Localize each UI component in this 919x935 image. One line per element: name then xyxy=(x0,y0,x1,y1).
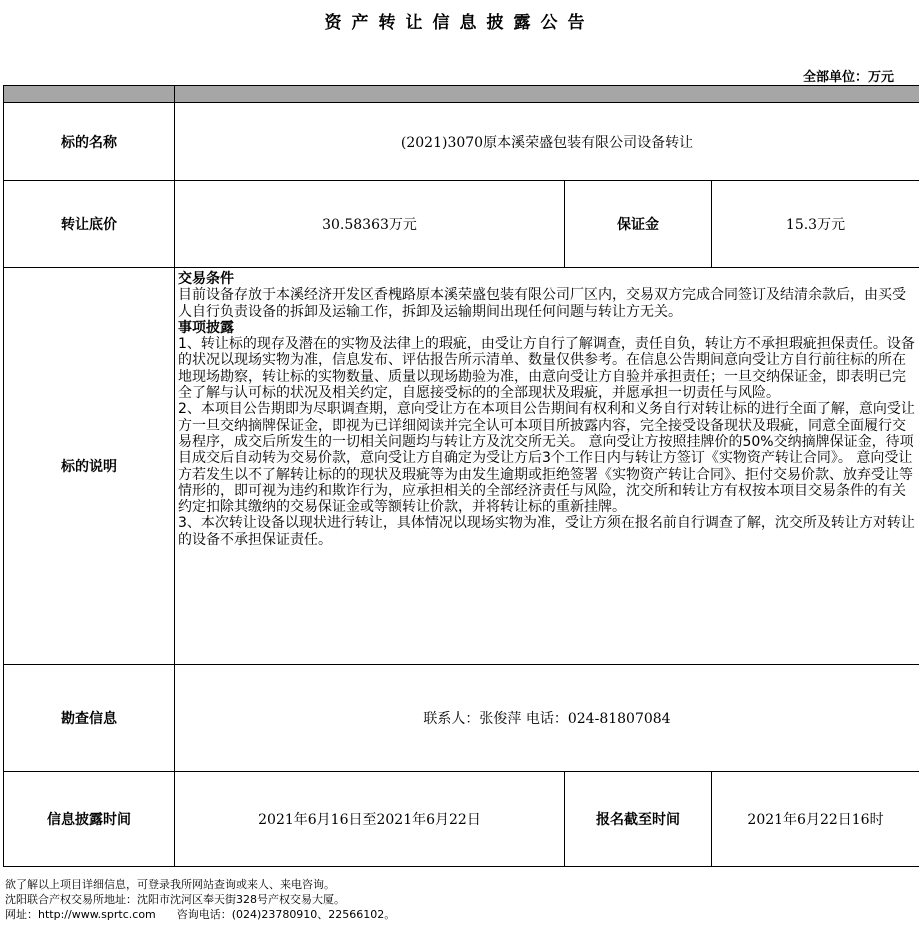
deposit-value: 15.3万元 xyxy=(712,181,919,268)
disclosure-table xyxy=(3,85,919,867)
deadline-value: 2021年6月22日16时 xyxy=(712,772,919,867)
unit-note: 全部单位：万元 xyxy=(802,70,894,85)
desc-heading-conditions: 交易条件 xyxy=(178,271,234,287)
row-asset-name xyxy=(4,103,919,181)
disclosure-time-label: 信息披露时间 xyxy=(4,772,175,867)
footer-line-contact: 网址：http://www.sprtc.com 咨询电话：(024)23780910、22566102。 xyxy=(5,908,396,921)
header-cell-left xyxy=(4,86,175,103)
survey-contact: 联系人：张俊萍 电话：024-81807084 xyxy=(175,665,919,772)
asset-name-label: 标的名称 xyxy=(4,103,175,181)
row-survey xyxy=(4,665,919,772)
price-label: 转让底价 xyxy=(4,181,175,268)
price-value: 30.58363万元 xyxy=(175,181,565,268)
disclosure-time-value: 2021年6月16日至2021年6月22日 xyxy=(175,772,565,867)
footer-line-inquiry: 欲了解以上项目详细信息，可登录我所网站查询或来人、来电咨询。 xyxy=(5,878,335,891)
page-title: 资产转让信息披露公告 xyxy=(324,13,595,33)
deposit-label: 保证金 xyxy=(565,181,712,268)
desc-paragraph: 2、本项目公告期即为尽职调查期，意向受让方在本项目公告期间有权利和义务自行对转让标的进行全面了解，意向受让方一旦交纳摘牌保证金，即视为已详细阅读并完全认可本项目所披露内容，完全接受设备现状及瑕疵，同意全面履行交易程序，成交后所发生的一切相关问题均与转让方及沈交所无关。 意向受让方按照挂牌价的50%交纳摘牌保证金，待项目成交后自动转为交易价款，意向受让方自确定为受让方后3个工作日内与转让方签订《实物资产转让合同》。 意向受让方若发生以不了解转让标的的现状及瑕疵等为由发生逾期或拒绝签署《实物资产转让合同》、拒付交易价款、放弃受让等情形的，即可视为违约和欺诈行为，应承担相关的全部经济责任与风险，沈交所和转让方有权按本项目交易条件的有关约定扣除其缴纳的交易保证金或等额转让价款，并将转让标的重新挂牌。 xyxy=(178,401,915,516)
asset-name-value: (2021)3070原本溪荣盛包装有限公司设备转让 xyxy=(175,103,919,181)
description-label: 标的说明 xyxy=(4,268,175,665)
row-time xyxy=(4,772,919,867)
row-price xyxy=(4,181,919,268)
desc-paragraph: 3、本次转让设备以现状进行转让，具体情况以现场实物为准，受让方须在报名前自行调查了解，沈交所及转让方对转让的设备不承担保证责任。 xyxy=(178,515,915,548)
header-cell-right xyxy=(175,86,919,103)
deadline-label: 报名截至时间 xyxy=(565,772,712,867)
description-body xyxy=(175,268,919,665)
footer-info xyxy=(5,877,395,922)
desc-paragraph: 1、转让标的现存及潜在的实物及法律上的瑕疵，由受让方自行了解调查，责任自负，转让方不承担瑕疵担保责任。设备的状况以现场实物为准，信息发布、评估报告所示清单、数量仅供参考。在信息公告期间意向受让方自行前往标的所在地现场勘察，转让标的实物数量、质量以现场勘验为准，由意向受让方自验并承担责任；一旦交纳保证金，即表明已完全了解与认可标的状况及相关约定，自愿接受标的的全部现状及瑕疵，并愿承担一切责任与风险。 xyxy=(178,336,915,402)
desc-paragraph: 目前设备存放于本溪经济开发区香槐路原本溪荣盛包装有限公司厂区内，交易双方完成合同签订及结清余款后，由买受人自行负责设备的拆卸及运输工作，拆卸及运输期间出现任何问题与转让方无关。 xyxy=(178,287,906,320)
desc-heading-disclosure: 事项披露 xyxy=(178,319,234,336)
survey-label: 勘查信息 xyxy=(4,665,175,772)
footer-line-address: 沈阳联合产权交易所地址：沈阳市沈河区奉天街328号产权交易大厦。 xyxy=(5,893,345,906)
row-description xyxy=(4,268,919,665)
header-bar xyxy=(4,86,919,103)
